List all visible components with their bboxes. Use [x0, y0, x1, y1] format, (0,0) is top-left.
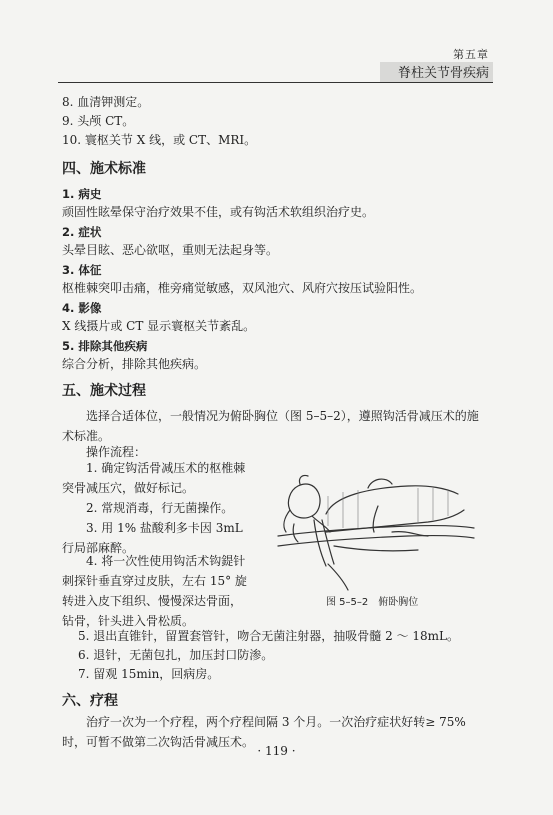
criterion-text-exclusion: 综合分析，排除其他疾病。 — [62, 357, 207, 371]
running-header-title: 脊柱关节骨疾病 — [397, 66, 489, 81]
procedure-step-7: 7. 留观 15min，回病房。 — [78, 667, 220, 681]
section-heading-procedure: 五、施术过程 — [62, 383, 146, 399]
procedure-step-5: 5. 退出直锥针，留置套管针，吻合无菌注射器，抽吸骨髓 2 ～ 18mL。 — [78, 629, 459, 643]
course-paragraph: 治疗一次为一个疗程，两个疗程间隔 3 个月。一次治疗症状好转≥ 75% 时，可暂不做第二次钩活骨减压术。 — [62, 715, 466, 749]
criterion-text-signs: 枢椎棘突叩击痛，椎旁痛觉敏感，双风池穴、风府穴按压试验阳性。 — [62, 281, 423, 295]
procedure-step-6: 6. 退针，无菌包扎，加压封口防渗。 — [78, 648, 274, 662]
criterion-label-signs: 3. 体征 — [62, 263, 102, 277]
criterion-label-history: 1. 病史 — [62, 187, 102, 201]
procedure-step-2: 2. 常规消毒，行无菌操作。 — [86, 501, 234, 515]
exam-item-8: 8. 血清钾测定。 — [62, 95, 150, 109]
criterion-label-exclusion: 5. 排除其他疾病 — [62, 339, 148, 353]
exam-item-9: 9. 头颅 CT。 — [62, 114, 135, 128]
section-heading-standards: 四、施术标准 — [62, 161, 146, 177]
exam-item-10: 10. 寰枢关节 X 线，或 CT、MRI。 — [62, 133, 257, 147]
criterion-text-history: 顽固性眩晕保守治疗效果不佳，或有钩活术软组织治疗史。 — [62, 205, 375, 219]
prone-chest-position-illustration — [268, 466, 478, 596]
procedure-step-3: 3. 用 1% 盐酸利多卡因 3mL 行局部麻醉。 — [62, 521, 243, 555]
page-number: · 119 · — [257, 744, 296, 758]
procedure-flow-label: 操作流程： — [86, 445, 147, 459]
header-rule — [58, 82, 493, 83]
running-header-chapter: 第五章 — [453, 48, 489, 61]
procedure-step-4: 4. 将一次性使用钩活术钩鍉针刺探针垂直穿过皮肤，左右 15° 旋转进入皮下组织、慢慢深达骨面，钻骨，针头进入骨松质。 — [62, 554, 247, 628]
criterion-text-imaging: X 线摄片或 CT 显示寰枢关节紊乱。 — [62, 319, 256, 333]
figure-caption: 图 5–5–2 俯卧胸位 — [326, 597, 419, 608]
criterion-label-symptoms: 2. 症状 — [62, 225, 102, 239]
criterion-label-imaging: 4. 影像 — [62, 301, 102, 315]
procedure-step-1: 1. 确定钩活骨减压术的枢椎棘突骨减压穴，做好标记。 — [62, 461, 246, 495]
criterion-text-symptoms: 头晕目眩、恶心欲呕，重则无法起身等。 — [62, 243, 279, 257]
section-heading-course: 六、疗程 — [62, 693, 118, 709]
procedure-intro: 选择合适体位，一般情况为俯卧胸位（图 5–5–2），遵照钩活骨减压术的施术标准。 — [62, 409, 479, 443]
